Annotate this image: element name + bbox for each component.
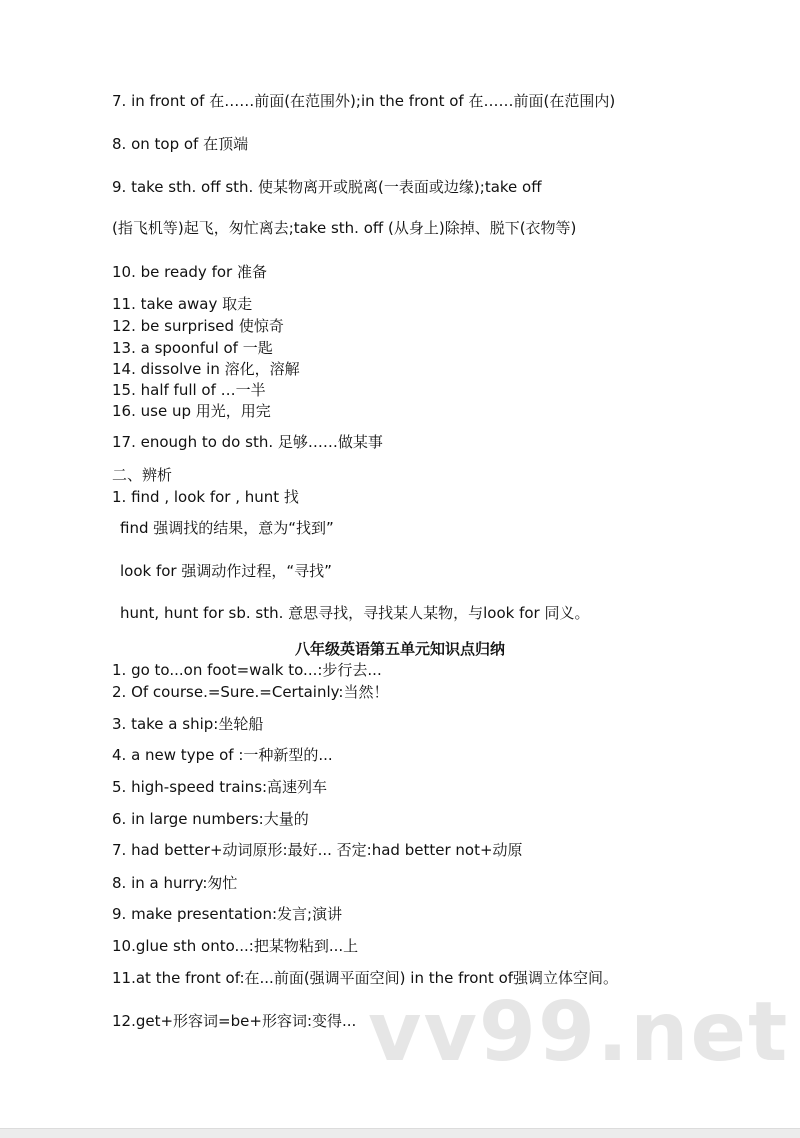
phrase-item-8: 8. on top of 在顶端 bbox=[112, 135, 249, 153]
unit5-item-1: 1. go to...on foot=walk to...:步行去... bbox=[112, 661, 382, 679]
section-heading-analysis: 二、辨析 bbox=[112, 466, 173, 484]
unit5-item-11: 11.at the front of:在...前面(强调平面空间) in the front of强调立体空间。 bbox=[112, 969, 619, 987]
analysis-note-hunt: hunt, hunt for sb. sth. 意思寻找，寻找某人某物，与look for 同义。 bbox=[120, 604, 590, 622]
unit5-item-8: 8. in a hurry:匆忙 bbox=[112, 874, 238, 892]
watermark: vv99.net bbox=[368, 985, 790, 1080]
unit5-title: 八年级英语第五单元知识点归纳 bbox=[294, 640, 505, 658]
unit5-item-9: 9. make presentation:发言;演讲 bbox=[112, 905, 343, 923]
phrase-item-9-continued: (指飞机等)起飞，匆忙离去;take sth. off (从身上)除掉、脱下(衣物等) bbox=[112, 219, 577, 237]
unit5-item-4: 4. a new type of :一种新型的... bbox=[112, 746, 333, 764]
unit5-item-10: 10.glue sth onto...:把某物粘到...上 bbox=[112, 937, 359, 955]
unit5-item-7: 7. had better+动词原形:最好... 否定:had better not+动原 bbox=[112, 841, 523, 859]
unit5-item-5: 5. high-speed trains:高速列车 bbox=[112, 778, 328, 796]
phrase-item-16: 16. use up 用光，用完 bbox=[112, 402, 271, 420]
phrase-item-11: 11. take away 取走 bbox=[112, 295, 253, 313]
unit5-item-3: 3. take a ship:坐轮船 bbox=[112, 715, 264, 733]
analysis-item-1: 1. find , look for , hunt 找 bbox=[112, 488, 299, 506]
unit5-item-12: 12.get+形容词=be+形容词:变得... bbox=[112, 1012, 357, 1030]
phrase-item-13: 13. a spoonful of 一匙 bbox=[112, 339, 273, 357]
phrase-item-10: 10. be ready for 准备 bbox=[112, 263, 267, 281]
analysis-note-find: find 强调找的结果，意为“找到” bbox=[120, 519, 334, 537]
phrase-item-7: 7. in front of 在……前面(在范围外);in the front of 在……前面(在范围内) bbox=[112, 92, 616, 110]
phrase-item-12: 12. be surprised 使惊奇 bbox=[112, 317, 284, 335]
phrase-item-9: 9. take sth. off sth. 使某物离开或脱离(一表面或边缘);take off bbox=[112, 178, 542, 196]
analysis-note-look-for: look for 强调动作过程，“寻找” bbox=[120, 562, 332, 580]
phrase-item-17: 17. enough to do sth. 足够……做某事 bbox=[112, 433, 383, 451]
unit5-item-6: 6. in large numbers:大量的 bbox=[112, 810, 309, 828]
phrase-item-15: 15. half full of …一半 bbox=[112, 381, 266, 399]
unit5-item-2: 2. Of course.=Sure.=Certainly:当然！ bbox=[112, 683, 389, 701]
phrase-item-14: 14. dissolve in 溶化，溶解 bbox=[112, 360, 300, 378]
